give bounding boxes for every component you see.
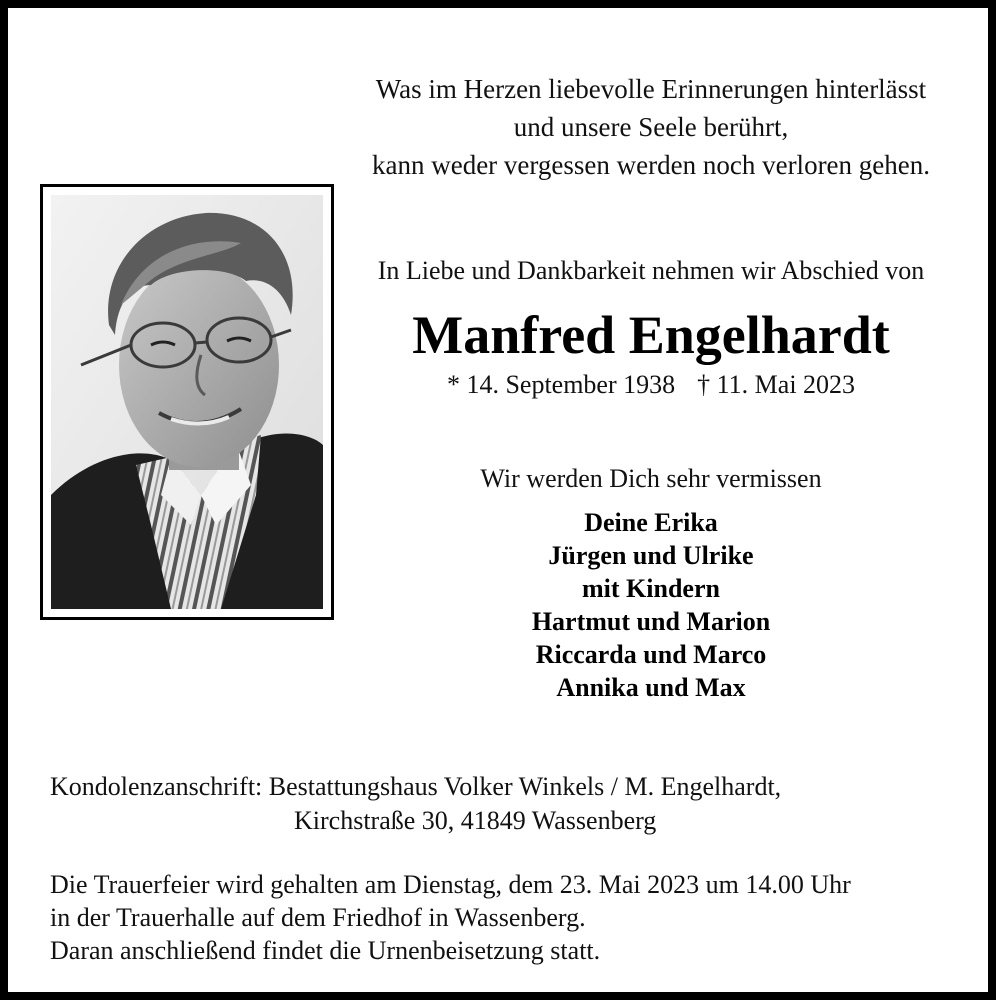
birth-date: * 14. September 1938 xyxy=(446,370,676,399)
address-line: Kirchstraße 30, 41849 Wassenberg xyxy=(294,806,657,835)
mourner-name: Riccarda und Marco xyxy=(535,640,767,669)
service-line: Daran anschließend findet die Urnenbeisetzung statt. xyxy=(50,936,601,965)
mourner-name: Hartmut und Marion xyxy=(531,607,771,636)
mourner-name: Annika und Max xyxy=(556,673,746,702)
address-line: Kondolenzanschrift: Bestattungshaus Volker Winkels / M. Engelhardt, xyxy=(50,772,782,801)
mourners-list xyxy=(338,506,964,704)
poem-line: und unsere Seele berührt, xyxy=(513,112,789,142)
funeral-service-info xyxy=(50,868,950,967)
portrait-frame xyxy=(40,184,334,620)
service-line: in der Trauerhalle auf dem Friedhof in Wassenberg. xyxy=(50,903,586,932)
mourner-name: Deine Erika xyxy=(584,508,718,537)
portrait-illustration xyxy=(51,195,323,609)
mourner-name: mit Kindern xyxy=(582,574,720,603)
poem-line: Was im Herzen liebevolle Erinnerungen hinterlässt xyxy=(375,74,927,104)
farewell-text: Wir werden Dich sehr vermissen xyxy=(480,464,822,493)
poem-line: kann weder vergessen werden noch verloren gehen. xyxy=(371,150,931,180)
intro-text: In Liebe und Dankbarkeit nehmen wir Abschied von xyxy=(377,256,925,285)
mourner-name: Jürgen und Ulrike xyxy=(548,541,754,570)
condolence-address xyxy=(50,770,950,838)
portrait-photo xyxy=(51,195,323,609)
deceased-name: Manfred Engelhardt xyxy=(412,305,890,365)
death-date: † 11. Mai 2023 xyxy=(697,370,856,399)
life-dates xyxy=(338,370,964,400)
service-line: Die Trauerfeier wird gehalten am Dienstag, dem 23. Mai 2023 um 14.00 Uhr xyxy=(50,870,851,899)
poem xyxy=(338,70,964,184)
